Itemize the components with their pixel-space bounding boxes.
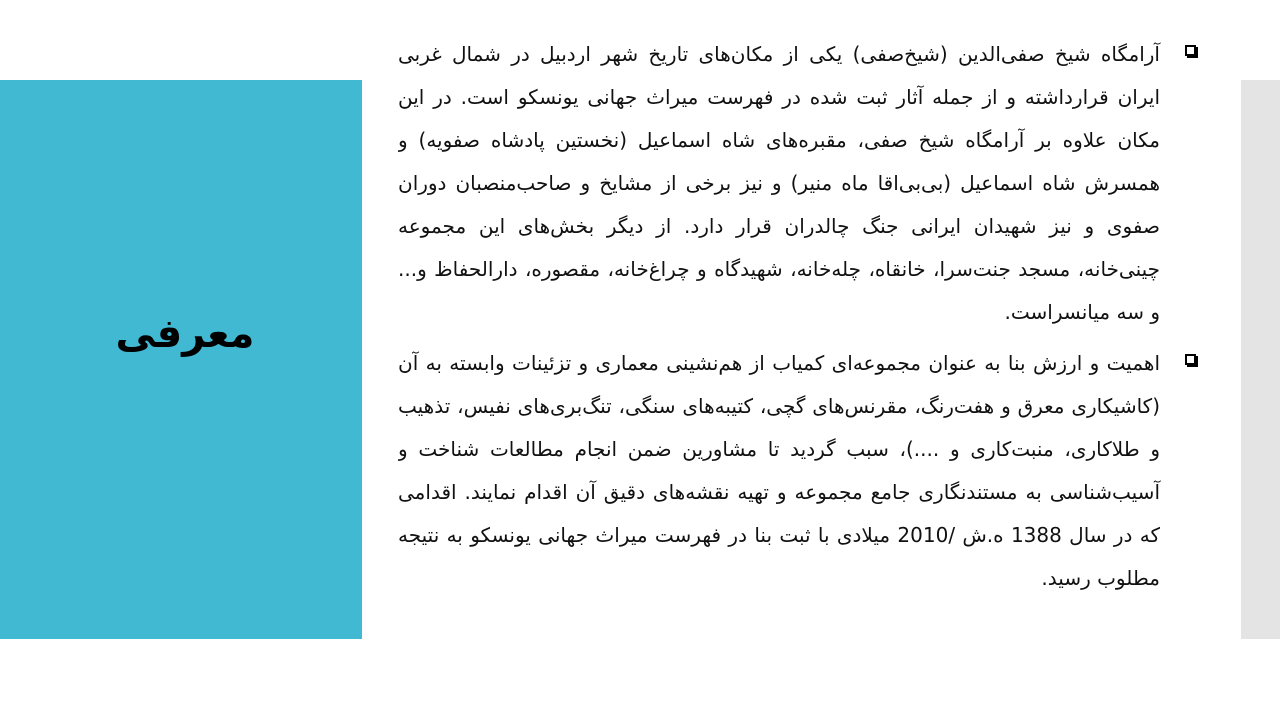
bullet-item — [398, 342, 1198, 600]
checkbox-bullet-icon — [1185, 354, 1196, 365]
bullet-item — [398, 33, 1198, 334]
content-area — [398, 33, 1198, 703]
checkbox-bullet-icon — [1185, 45, 1196, 56]
bullet-text: آرامگاه شیخ صفی‌الدین (شیخ‌صفی) یکی از مکان‌های تاریخ شهر اردبیل در شمال غربی ایران قرارداشته و از جمله آثار ثبت شده در فهرست میراث جهانی یونسکو است. در این مکان علاوه بر آرامگاه شیخ صفی، مقبره‌های شاه اسماعیل (نخستین پادشاه صفویه) و همسرش شاه اسماعیل (بی‌بی‌اقا ماه منیر) و نیز برخی از مشایخ و صاحب‌منصبان دوران صفوی و نیز شهیدان ایرانی جنگ چالدران قرار دارد. از دیگر بخش‌های این مجموعه چینی‌خانه، مسجد جنت‌سرا، خانقاه، چله‌خانه، شهیدگاه و چراغ‌خانه، مقصوره، دارالحفاظ و... و سه میانسراست. — [398, 42, 1160, 324]
decorative-strip — [1241, 80, 1280, 639]
bullet-text: اهمیت و ارزش بنا به عنوان مجموعه‌ای کمیاب از هم‌نشینی معماری و تزئینات وابسته به آن (کاشیکاری معرق و هفت‌رنگ، مقرنس‌های گچی، کتیبه‌های سنگی، تنگ‌بری‌های نفیس، تذهیب و طلاکاری، منبت‌کاری و ....)، سبب گردید تا مشاورین ضمن انجام مطالعات شناخت و آسیب‌شناسی به مستندنگاری جامع مجموعه و تهیه نقشه‌های دقیق آن اقدام نمایند. اقدامی که در سال 1388 ه.ش /2010 میلادی با ثبت بنا در فهرست میراث جهانی یونسکو به نتیجه مطلوب رسید. — [398, 351, 1160, 590]
slide-title: معرفی — [115, 311, 255, 357]
